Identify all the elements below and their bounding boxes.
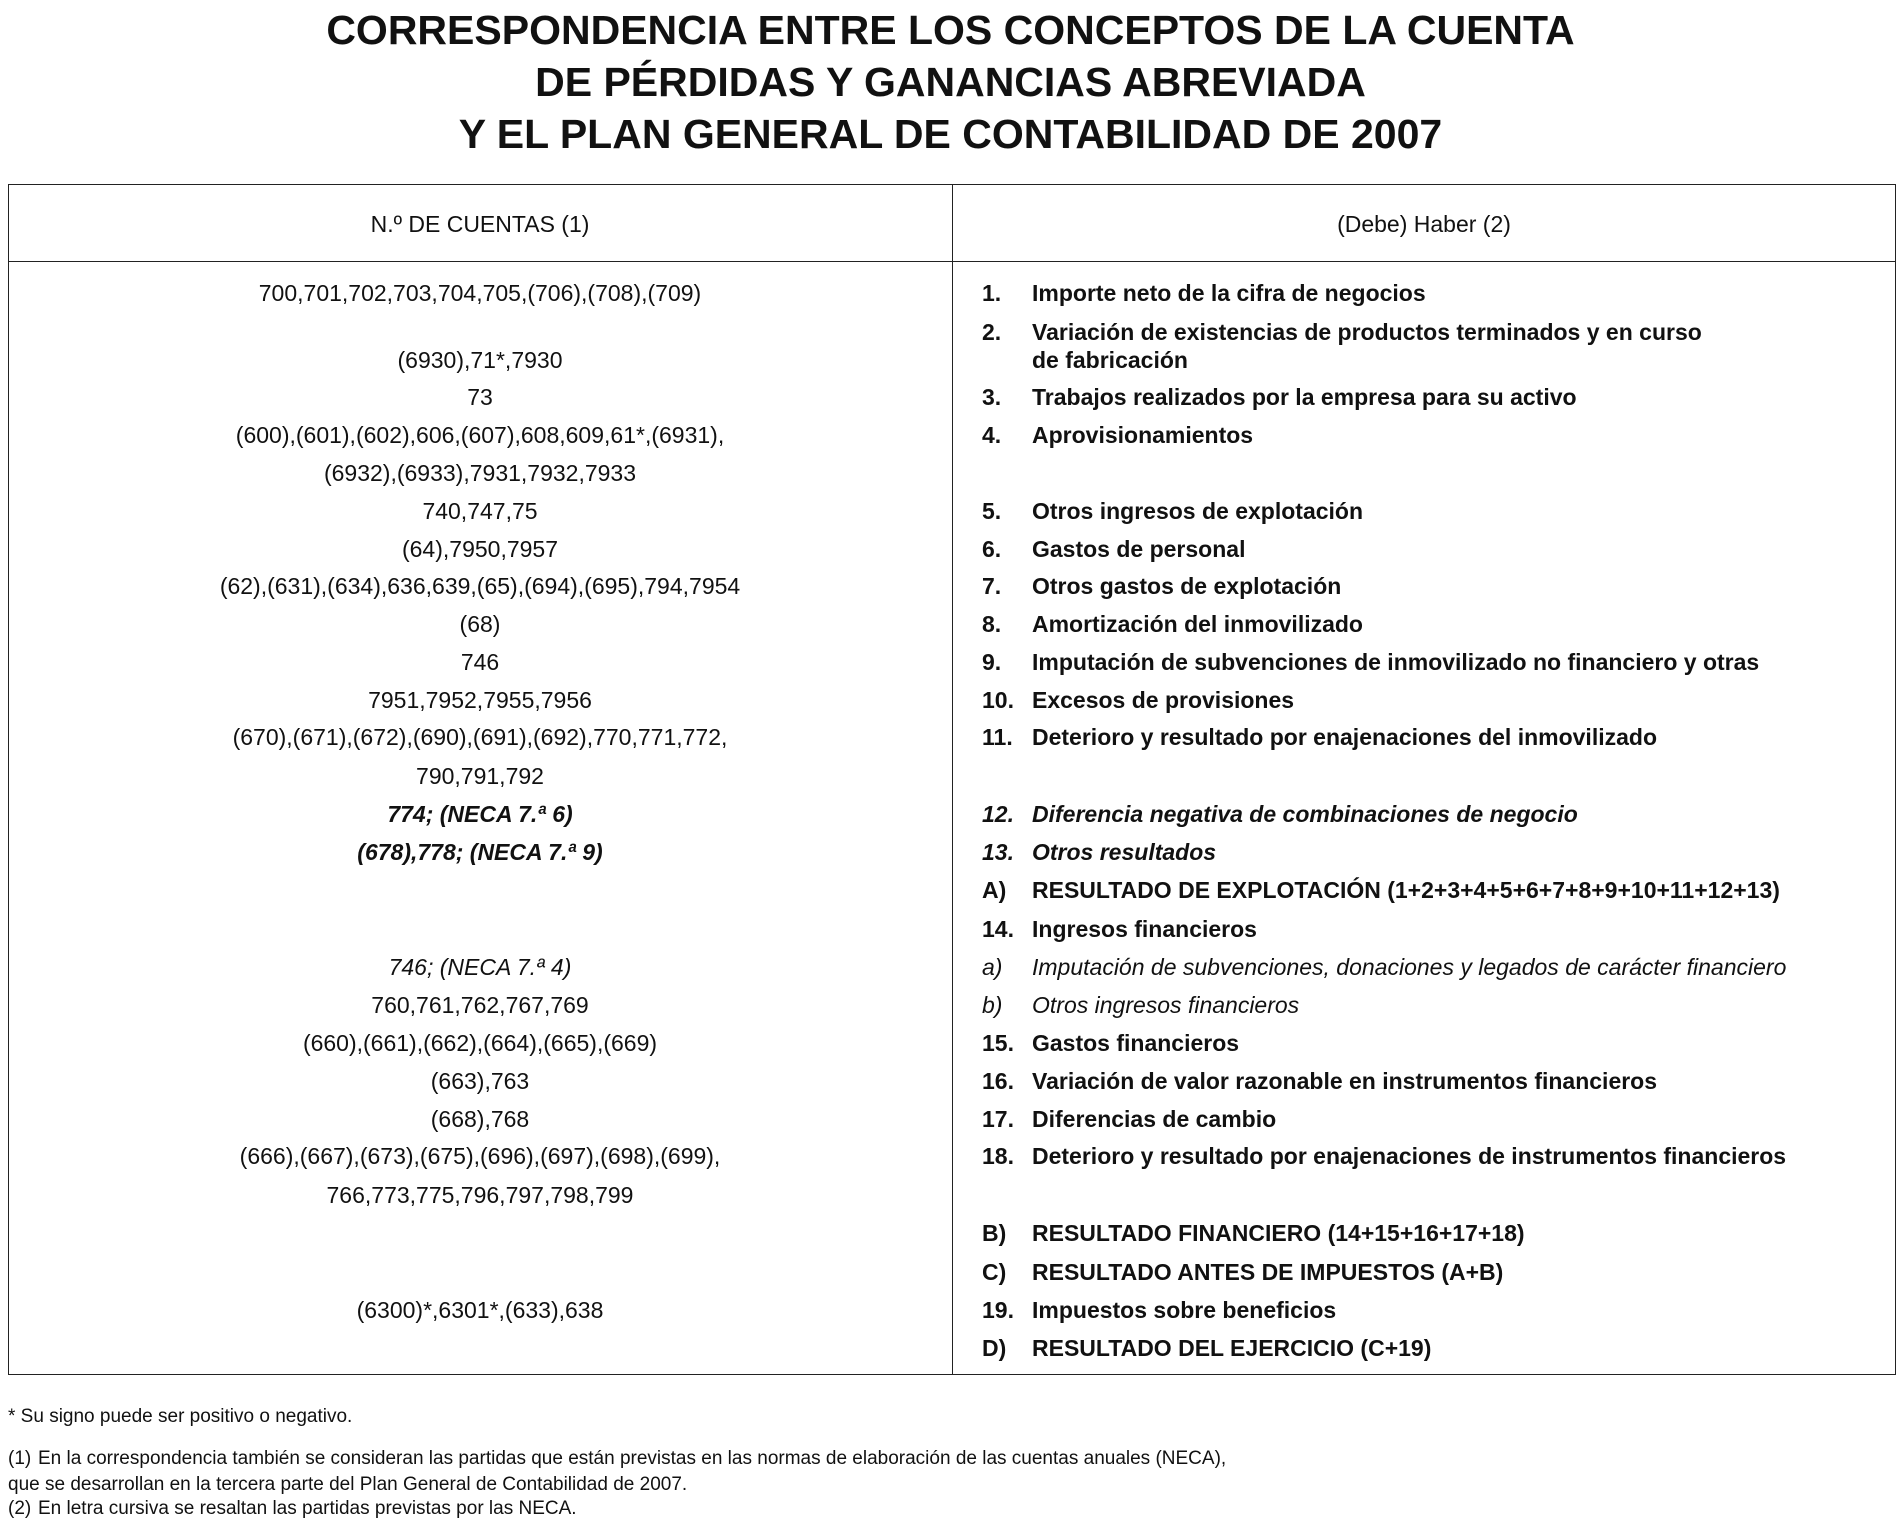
footnote-1-label: (1) — [8, 1448, 32, 1469]
concepto-label: Excesos de provisiones — [1032, 687, 1295, 713]
concepto-number: C) — [982, 1259, 1007, 1285]
title-line-1: CORRESPONDENCIA ENTRE LOS CONCEPTOS DE LA CUENTA — [326, 7, 1575, 53]
concepto-number: 19. — [982, 1297, 1014, 1323]
concepto-number: 16. — [982, 1068, 1014, 1094]
concepto-label: Ingresos financieros — [1032, 916, 1257, 942]
cuenta-row: (64),7950,7957 — [401, 536, 558, 562]
cuenta-row: 740,747,75 — [422, 498, 538, 524]
cuenta-row: (600),(601),(602),606,(607),608,609,61*,(6931), — [235, 422, 725, 448]
concepto-number: 15. — [982, 1030, 1014, 1056]
cuenta-row: (6930),71*,7930 — [397, 347, 563, 373]
column-header-debe-haber: (Debe) Haber (2) — [1337, 211, 1511, 237]
header-divider — [8, 261, 1896, 262]
concepto-number: 17. — [982, 1106, 1014, 1132]
footnote-1-continued: que se desarrollan en la tercera parte del Plan General de Contabilidad de 2007. — [8, 1474, 688, 1495]
concepto-label: Imputación de subvenciones, donaciones y legados de carácter financiero — [1032, 954, 1787, 980]
cuenta-row: (663),763 — [430, 1068, 530, 1094]
cuenta-row: (6932),(6933),7931,7932,7933 — [323, 460, 637, 486]
title-line-3: Y EL PLAN GENERAL DE CONTABILIDAD DE 2007 — [458, 111, 1443, 157]
concepto-label: Gastos financieros — [1032, 1030, 1240, 1056]
concepto-number: 1. — [982, 280, 1002, 306]
cuenta-row: (68) — [459, 611, 501, 637]
concepto-label: Variación de valor razonable en instrumentos financieros — [1032, 1068, 1658, 1094]
concepto-label: Deterioro y resultado por enajenaciones del inmovilizado — [1032, 724, 1657, 750]
document-title — [0, 4, 1901, 160]
concepto-number: 4. — [982, 422, 1002, 448]
concepto-number: b) — [982, 992, 1003, 1018]
concepto-number: 6. — [982, 536, 1002, 562]
cuenta-row: (668),768 — [430, 1106, 530, 1132]
concepto-number: 8. — [982, 611, 1002, 637]
concepto-label: Variación de existencias de productos terminados y en curso — [1032, 319, 1702, 345]
cuenta-row: (6300)*,6301*,(633),638 — [356, 1297, 604, 1323]
title-line-2: DE PÉRDIDAS Y GANANCIAS ABREVIADA — [535, 59, 1366, 105]
cuenta-row: (670),(671),(672),(690),(691),(692),770,771,772, — [232, 724, 728, 750]
cuenta-row-neca: 774; (NECA 7.ª 6) — [387, 801, 573, 827]
concepto-label: Trabajos realizados por la empresa para su activo — [1032, 384, 1577, 410]
cuenta-row-neca: 746; (NECA 7.ª 4) — [388, 954, 572, 980]
concepto-label: Gastos de personal — [1032, 536, 1246, 562]
concepto-label: Otros ingresos de explotación — [1032, 498, 1364, 524]
column-header-cuentas: N.º DE CUENTAS (1) — [370, 211, 590, 237]
footnote-1-text: En la correspondencia también se consideran las partidas que están previstas en las normas de elaboración de las cuentas anuales (NECA), — [38, 1448, 1227, 1469]
concepto-number: 14. — [982, 916, 1014, 942]
cuenta-row: 700,701,702,703,704,705,(706),(708),(709) — [258, 280, 702, 306]
cuenta-row: 73 — [467, 384, 493, 410]
cuenta-row: 7951,7952,7955,7956 — [368, 687, 592, 713]
concepto-label: Deterioro y resultado por enajenaciones de instrumentos financieros — [1032, 1143, 1787, 1169]
concepto-label: Otros ingresos financieros — [1032, 992, 1300, 1018]
concepto-label: Diferencia negativa de combinaciones de negocio — [1032, 801, 1578, 827]
concepto-label: RESULTADO DE EXPLOTACIÓN (1+2+3+4+5+6+7+8+9+10+11+12+13) — [1032, 877, 1780, 903]
concepto-number: 13. — [982, 839, 1014, 865]
concepto-label: Impuestos sobre beneficios — [1032, 1297, 1337, 1323]
concepto-number: A) — [982, 877, 1007, 903]
column-divider — [952, 184, 953, 1375]
concepto-label: RESULTADO DEL EJERCICIO (C+19) — [1032, 1335, 1432, 1361]
concepto-number: 10. — [982, 687, 1014, 713]
concepto-number: 18. — [982, 1143, 1014, 1169]
concepto-number: 12. — [982, 801, 1014, 827]
cuenta-row: (62),(631),(634),636,639,(65),(694),(695),794,7954 — [219, 573, 741, 599]
concepto-number: 7. — [982, 573, 1002, 599]
concepto-label: RESULTADO FINANCIERO (14+15+16+17+18) — [1032, 1220, 1525, 1246]
concepto-label: Amortización del inmovilizado — [1032, 611, 1363, 637]
concepto-label: Aprovisionamientos — [1032, 422, 1254, 448]
concepto-label: RESULTADO ANTES DE IMPUESTOS (A+B) — [1032, 1259, 1504, 1285]
footnote-2-label: (2) — [8, 1498, 32, 1519]
cuenta-row: 746 — [460, 649, 500, 675]
cuenta-row: (660),(661),(662),(664),(665),(669) — [302, 1030, 658, 1056]
concepto-label: Diferencias de cambio — [1032, 1106, 1277, 1132]
concepto-number: a) — [982, 954, 1003, 980]
concepto-number: 3. — [982, 384, 1002, 410]
concepto-number: 9. — [982, 649, 1002, 675]
cuenta-row: 766,773,775,796,797,798,799 — [326, 1182, 634, 1208]
concepto-number: B) — [982, 1220, 1007, 1246]
concepto-label: Otros gastos de explotación — [1032, 573, 1342, 599]
cuenta-row: (666),(667),(673),(675),(696),(697),(698),(699), — [239, 1143, 721, 1169]
footnote-asterisk: * Su signo puede ser positivo o negativo. — [8, 1406, 353, 1427]
concepto-number: 11. — [982, 724, 1013, 750]
cuenta-row: 790,791,792 — [416, 763, 544, 789]
concepto-number: 2. — [982, 319, 1002, 345]
concepto-label-continued: de fabricación — [1032, 347, 1188, 373]
cuenta-row: 760,761,762,767,769 — [371, 992, 589, 1018]
concepto-label: Imputación de subvenciones de inmovilizado no financiero y otras — [1032, 649, 1760, 675]
concepto-label: Importe neto de la cifra de negocios — [1032, 280, 1426, 306]
concepto-number: 5. — [982, 498, 1002, 524]
cuenta-row-neca: (678),778; (NECA 7.ª 9) — [357, 839, 603, 865]
concepto-label: Otros resultados — [1032, 839, 1217, 865]
footnote-2-text: En letra cursiva se resaltan las partidas previstas por las NECA. — [38, 1498, 577, 1519]
concepto-number: D) — [982, 1335, 1007, 1361]
